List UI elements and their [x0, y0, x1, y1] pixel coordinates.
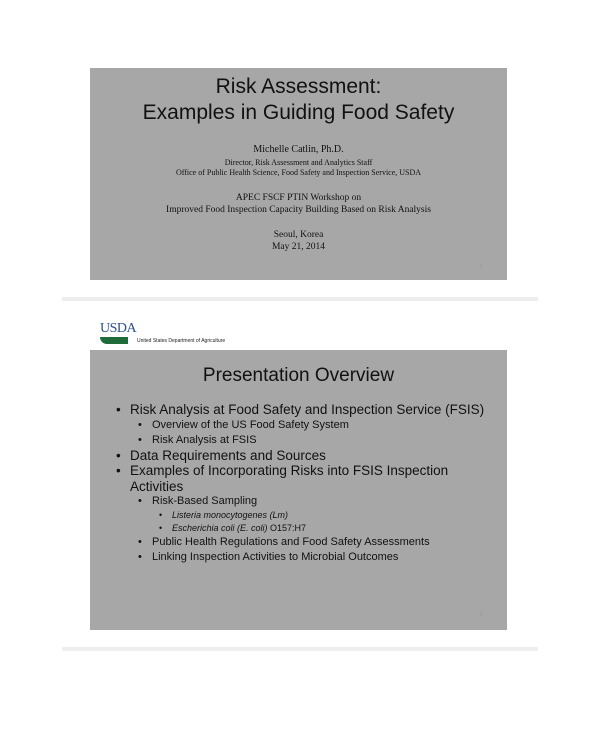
author: Michelle Catlin, Ph.D. [253, 144, 344, 155]
page-divider [62, 297, 538, 301]
list-item: • Data Requirements and Sources [114, 448, 487, 464]
list-item: • Public Health Regulations and Food Safety Assessments [114, 535, 487, 550]
slide-2 [90, 350, 507, 630]
slide-1 [90, 68, 507, 280]
list-item: • Risk-Based Sampling [114, 494, 487, 509]
slide-title: Risk Assessment: Examples in Guiding Food Safety [142, 75, 455, 124]
usda-logo: USDA [100, 322, 136, 344]
office: Office of Public Health Science, Food Safety and Inspection Service, USDA [175, 168, 422, 177]
list-item: • Examples of Incorporating Risks into FSIS Inspection Activities [114, 463, 487, 494]
list-item: • Listeria monocytogenes (Lm) [114, 509, 487, 522]
bullet-list [114, 402, 487, 565]
list-item: • Overview of the US Food Safety System [114, 418, 487, 433]
page-number: 2 [479, 612, 483, 618]
page-divider [62, 647, 538, 651]
location: Seoul, Korea [273, 230, 324, 240]
page-number: 1 [479, 264, 483, 270]
slide-title: Presentation Overview [202, 365, 395, 386]
date: May 21, 2014 [271, 242, 326, 252]
event-line1: APEC FSCF PTIN Workshop on [235, 193, 362, 203]
agency-name: United States Department of Agriculture [137, 338, 226, 344]
role: Director, Risk Assessment and Analytics Staff [224, 158, 373, 167]
event-line2: Improved Food Inspection Capacity Building Based on Risk Analysis [166, 205, 431, 215]
list-item: • Risk Analysis at Food Safety and Inspection Service (FSIS) [114, 402, 487, 418]
list-item: • Linking Inspection Activities to Microbial Outcomes [114, 550, 487, 565]
list-item: • Risk Analysis at FSIS [114, 433, 487, 448]
list-item: • Escherichia coli (E. coli) O157:H7 [114, 522, 487, 535]
